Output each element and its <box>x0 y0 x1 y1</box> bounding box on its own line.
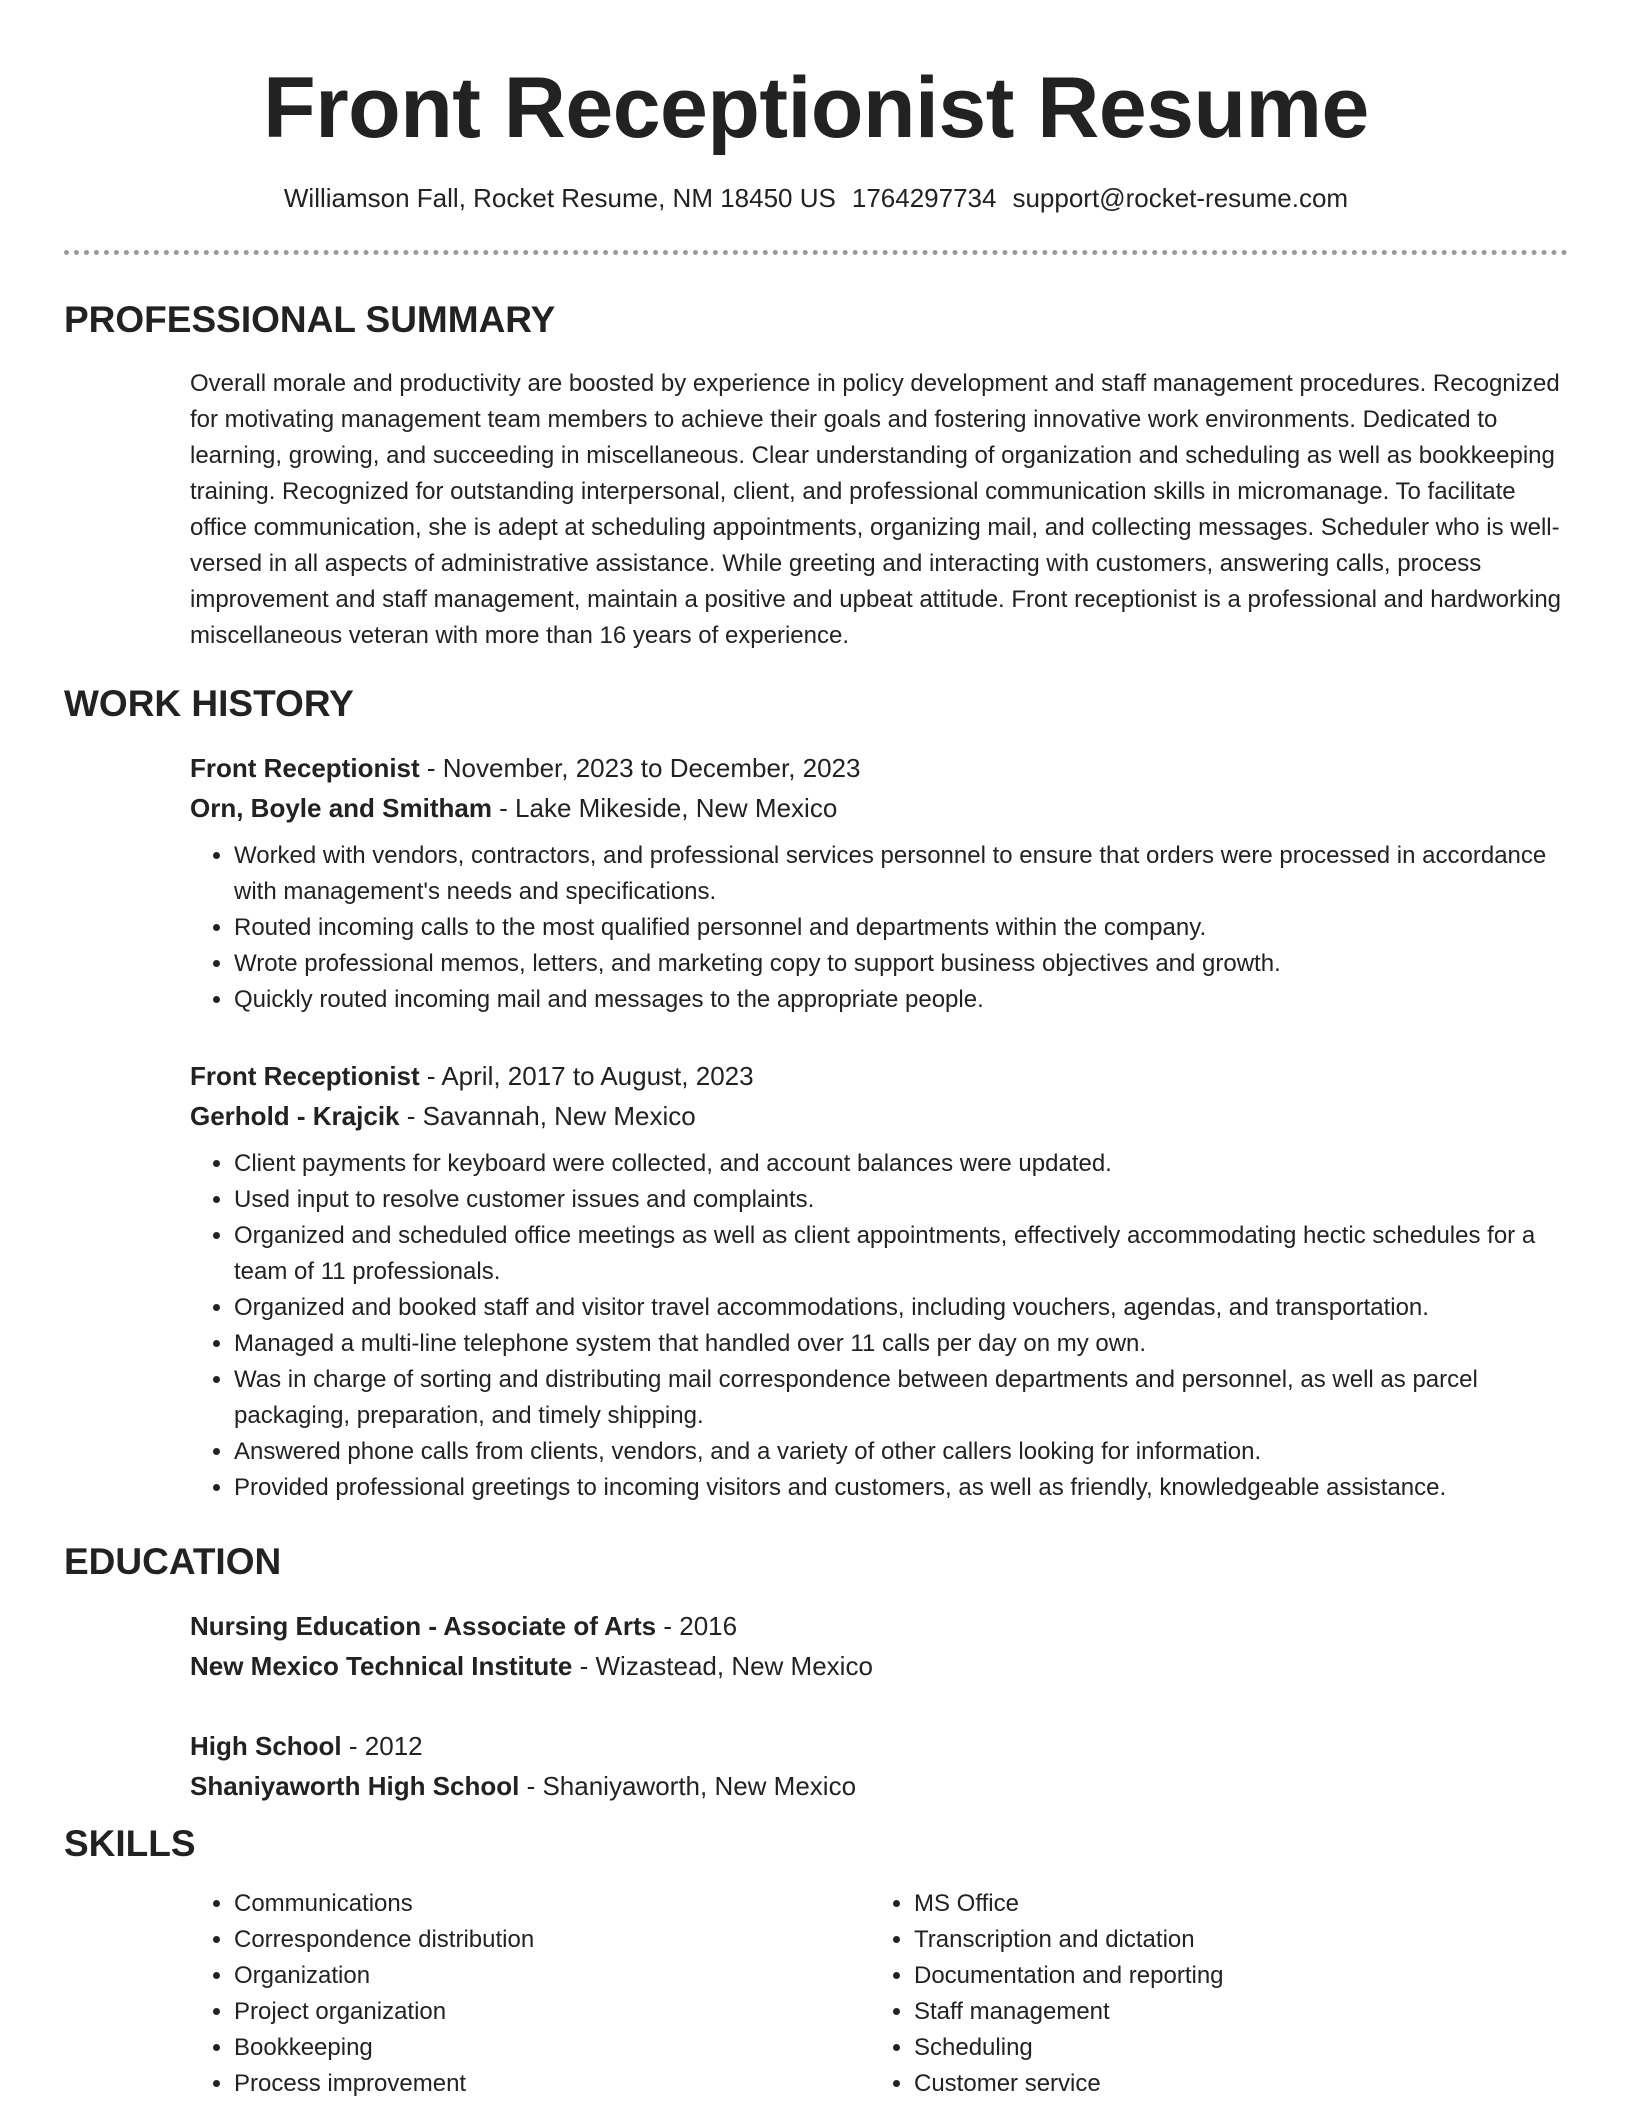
job-dates: - April, 2017 to August, 2023 <box>419 1061 754 1091</box>
job-bullet: • Provided professional greetings to incoming visitors and customers, as well as friendly, knowledgeable assistance. <box>234 1470 1568 1506</box>
job-bullet: • Organized and booked staff and visitor travel accommodations, including vouchers, agendas, and transportation. <box>234 1290 1568 1326</box>
section-heading-work: WORK HISTORY <box>64 683 354 724</box>
job-bullets <box>190 1146 1568 1506</box>
job-location: - Savannah, New Mexico <box>399 1101 696 1131</box>
section-heading-summary: PROFESSIONAL SUMMARY <box>64 299 556 340</box>
job-bullet: • Organized and scheduled office meetings as well as client appointments, effectively accommodating hectic schedules for a team of 11 professionals. <box>234 1218 1568 1290</box>
skill-item: • Bookkeeping <box>234 2030 830 2066</box>
education-year: - 2012 <box>341 1731 423 1761</box>
skill-item: • Process improvement <box>234 2066 830 2102</box>
job-title-line <box>190 748 1568 788</box>
contact-email: support@rocket-resume.com <box>1012 183 1349 213</box>
education-degree-line <box>190 1726 1568 1766</box>
education-location: - Wizastead, New Mexico <box>572 1651 873 1681</box>
education-entry <box>190 1606 1568 1686</box>
job-company-line <box>190 1096 1568 1136</box>
job-bullet: • Was in charge of sorting and distributing mail correspondence between departments and personnel, as well as parcel packaging, preparation, and timely shipping. <box>234 1362 1568 1434</box>
education-degree-line <box>190 1606 1568 1646</box>
skill-item: • Correspondence distribution <box>234 1922 830 1958</box>
skill-item: • Organization <box>234 1958 830 1994</box>
job-location: - Lake Mikeside, New Mexico <box>491 793 838 823</box>
skill-item: • Communications <box>234 1886 830 1922</box>
education-school-line <box>190 1646 1568 1686</box>
skill-item: • MS Office <box>914 1886 1510 1922</box>
education-school: Shaniyaworth High School <box>190 1771 520 1801</box>
job-bullet: • Client payments for keyboard were collected, and account balances were updated. <box>234 1146 1568 1182</box>
job-dates: - November, 2023 to December, 2023 <box>419 753 861 783</box>
contact-line <box>64 180 1568 216</box>
skill-item: • Project organization <box>234 1994 830 2030</box>
skills-column-right <box>870 1886 1510 2102</box>
skill-item: • Transcription and dictation <box>914 1922 1510 1958</box>
education-school: New Mexico Technical Institute <box>190 1651 573 1681</box>
job-company: Orn, Boyle and Smitham <box>190 793 492 823</box>
contact-address: Williamson Fall, Rocket Resume, NM 18450 US <box>283 183 836 213</box>
skill-item: • Scheduling <box>914 2030 1510 2066</box>
skill-item: • Staff management <box>914 1994 1510 2030</box>
page-title: Front Receptionist Resume <box>263 60 1369 156</box>
section-heading-education: EDUCATION <box>64 1541 282 1582</box>
job-bullets <box>190 838 1568 1018</box>
job-title: Front Receptionist <box>190 753 420 783</box>
job-bullet: • Worked with vendors, contractors, and professional services personnel to ensure that orders were processed in accordance with management's needs and specifications. <box>234 838 1568 910</box>
skills-column-left <box>190 1886 830 2102</box>
education-year: - 2016 <box>656 1611 738 1641</box>
education-degree: Nursing Education - Associate of Arts <box>190 1611 657 1641</box>
skill-item: • Documentation and reporting <box>914 1958 1510 1994</box>
section-heading-skills: SKILLS <box>64 1823 196 1864</box>
job-bullet: • Used input to resolve customer issues and complaints. <box>234 1182 1568 1218</box>
education-entry <box>190 1726 1568 1806</box>
education-location: - Shaniyaworth, New Mexico <box>519 1771 857 1801</box>
job-company-line <box>190 788 1568 828</box>
job-bullet: • Routed incoming calls to the most qualified personnel and departments within the company. <box>234 910 1568 946</box>
job-title-line <box>190 1056 1568 1096</box>
skills-list <box>190 1886 830 2102</box>
job-entry <box>190 748 1568 1018</box>
job-entry <box>190 1056 1568 1506</box>
job-bullet: • Answered phone calls from clients, vendors, and a variety of other callers looking for information. <box>234 1434 1568 1470</box>
job-title: Front Receptionist <box>190 1061 420 1091</box>
contact-phone: 1764297734 <box>851 183 997 213</box>
job-bullet: • Wrote professional memos, letters, and marketing copy to support business objectives and growth. <box>234 946 1568 982</box>
skills-list <box>870 1886 1510 2102</box>
header-divider <box>64 250 1568 255</box>
job-bullet: • Managed a multi-line telephone system that handled over 11 calls per day on my own. <box>234 1326 1568 1362</box>
education-school-line <box>190 1766 1568 1806</box>
job-company: Gerhold - Krajcik <box>190 1101 400 1131</box>
education-degree: High School <box>190 1731 342 1761</box>
skill-item: • Customer service <box>914 2066 1510 2102</box>
summary-text: Overall morale and productivity are boosted by experience in policy development and staff management procedures. Recognized for motivating management team members to achieve their goals and fostering innovative work environments. Dedicated to learning, growing, and succeeding in miscellaneous. Clear understanding of organization and scheduling as well as bookkeeping training. Recognized for outstanding interpersonal, client, and professional communication skills in micromanage. To facilitate office communication, she is adept at scheduling appointments, organizing mail, and collecting messages. Scheduler who is well-versed in all aspects of administrative assistance. While greeting and interacting with customers, answering calls, process improvement and staff management, maintain a positive and upbeat attitude. Front receptionist is a professional and hardworking miscellaneous veteran with more than 16 years of experience. <box>190 370 1562 649</box>
job-bullet: • Quickly routed incoming mail and messages to the appropriate people. <box>234 982 1568 1018</box>
